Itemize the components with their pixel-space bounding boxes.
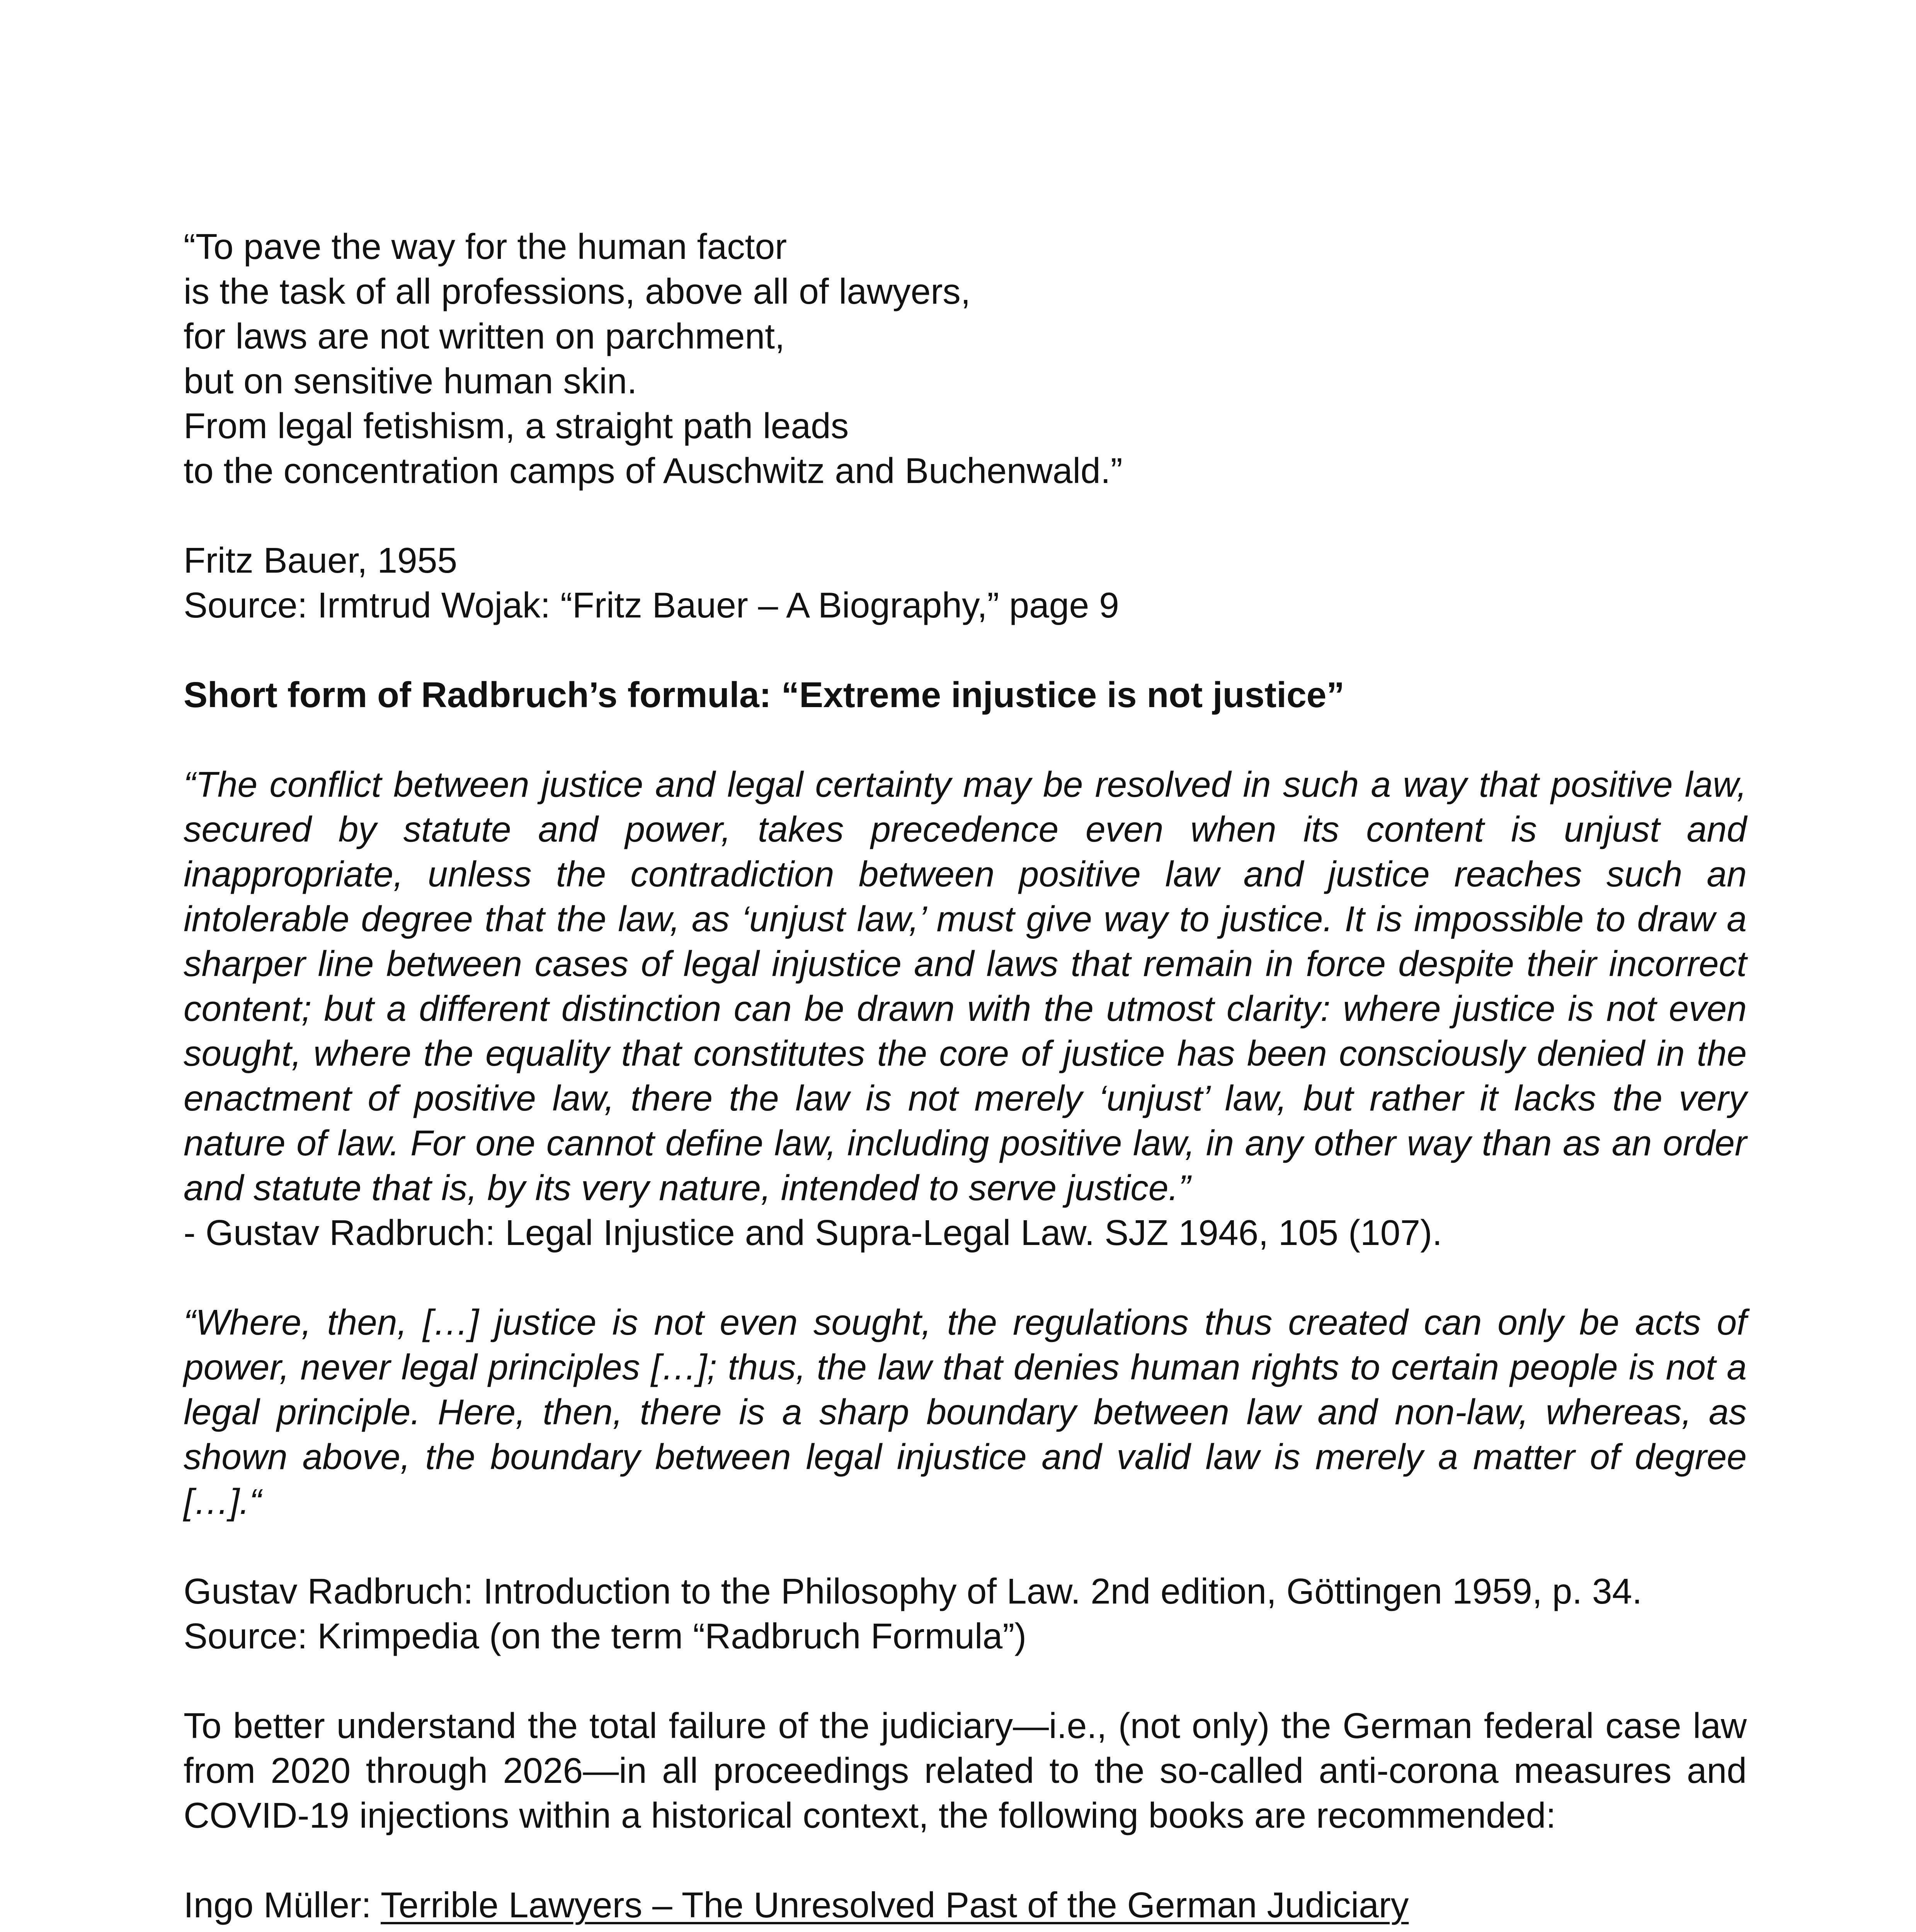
- epigraph: [184, 224, 1747, 493]
- book-entry: [184, 1883, 1747, 1927]
- epigraph-source: Source: Irmtrud Wojak: “Fritz Bauer – A Biography,” page 9: [184, 585, 1119, 625]
- radbruch-quote-1-citation: - Gustav Radbruch: Legal Injustice and Supra-Legal Law. SJZ 1946, 105 (107).: [184, 1213, 1442, 1253]
- epigraph-line: is the task of all professions, above all of lawyers,: [184, 271, 971, 311]
- page-content: [184, 224, 1747, 1932]
- book-title-link[interactable]: Terrible Lawyers – The Unresolved Past of the German Judiciary: [381, 1885, 1409, 1925]
- radbruch-quote-2: “Where, then, […] justice is not even sought, the regulations thus created can only be acts of power, never legal principles […]; thus, the law that denies human rights to certain people is not a legal principle. Here, then, there is a sharp boundary between law and non-law, whereas, as shown above, the boundary between legal injustice and valid law is merely a matter of degree […].“: [184, 1302, 1747, 1522]
- intro-paragraph: To better understand the total failure of the judiciary—i.e., (not only) the German federal case law from 2020 through 2026—in all proceedings related to the so-called anti-corona measures and COVID-19 injections within a historical context, the following books are recommended:: [184, 1706, 1747, 1835]
- book-author: Ingo Müller:: [184, 1885, 381, 1925]
- epigraph-author: Fritz Bauer, 1955: [184, 540, 458, 580]
- epigraph-line: for laws are not written on parchment,: [184, 316, 785, 356]
- radbruch-quote-2-source: Source: Krimpedia (on the term “Radbruch Formula”): [184, 1616, 1027, 1656]
- epigraph-line: From legal fetishism, a straight path leads: [184, 406, 849, 446]
- epigraph-line: but on sensitive human skin.: [184, 361, 637, 401]
- radbruch-heading: Short form of Radbruch’s formula: “Extreme injustice is not justice”: [184, 675, 1345, 715]
- radbruch-quote-1: “The conflict between justice and legal certainty may be resolved in such a way that positive law, secured by statute and power, takes precedence even when its content is unjust and inappropriate, unless the contradiction between positive law and justice reaches such an intolerable degree that the law, as ‘unjust law,’ must give way to justice. It is impossible to draw a sharper line between cases of legal injustice and laws that remain in force despite their incorrect content; but a different distinction can be drawn with the utmost clarity: where justice is not even sought, where the equality that constitutes the core of justice has been consciously denied in the enactment of positive law, there the law is not merely ‘unjust’ law, but rather it lacks the very nature of law. For one cannot define law, including positive law, in any other way than as an order and statute that is, by its very nature, intended to serve justice.”: [184, 764, 1747, 1208]
- epigraph-line: “To pave the way for the human factor: [184, 226, 787, 267]
- radbruch-quote-2-citation: Gustav Radbruch: Introduction to the Philosophy of Law. 2nd edition, Göttingen 1959, p. 34.: [184, 1571, 1642, 1611]
- epigraph-line: to the concentration camps of Auschwitz and Buchenwald.”: [184, 451, 1123, 491]
